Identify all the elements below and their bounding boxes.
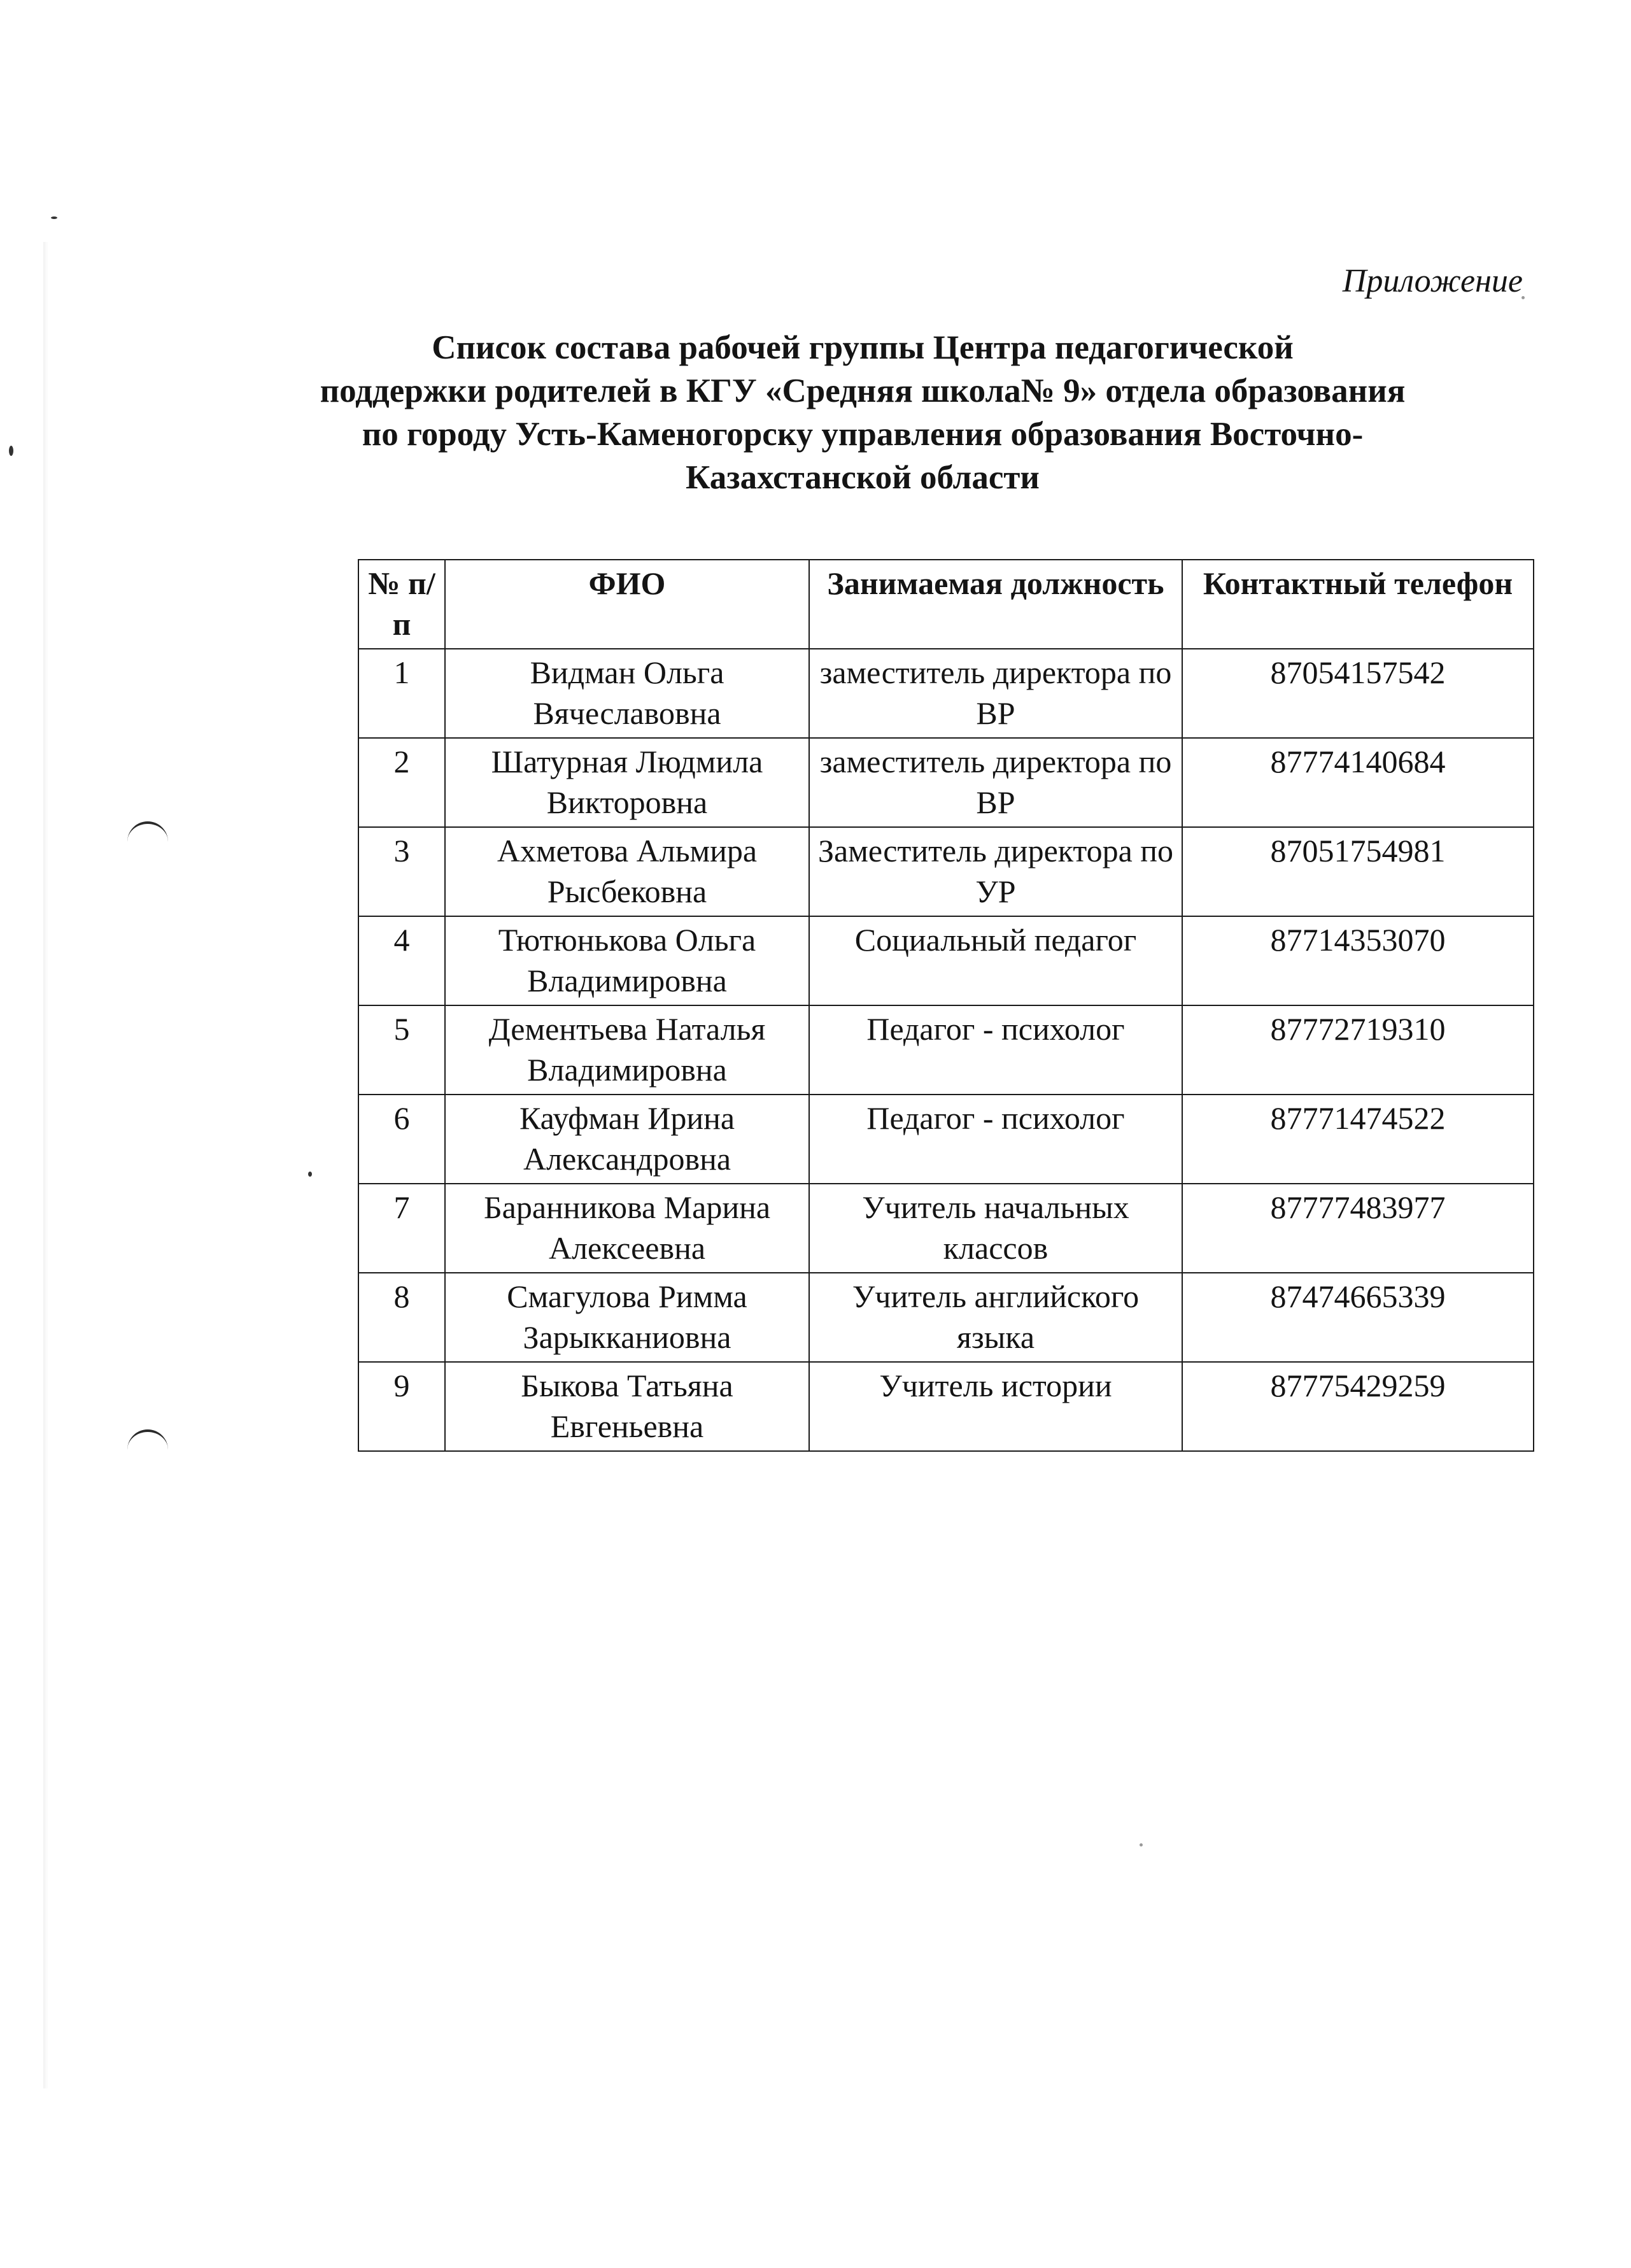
table-row bbox=[358, 1184, 1534, 1273]
table-row bbox=[358, 738, 1534, 827]
row-number: 2 bbox=[358, 738, 445, 827]
table-row bbox=[358, 827, 1534, 916]
table-row bbox=[358, 1273, 1534, 1362]
member-name: Смагулова Римма Зарыкканиовна bbox=[445, 1273, 809, 1362]
title-line: Казахстанской области bbox=[686, 459, 1040, 496]
table-row bbox=[358, 1362, 1534, 1451]
title-line: поддержки родителей в КГУ «Средняя школа№ 9» отдела образования bbox=[320, 372, 1406, 409]
row-number: 9 bbox=[358, 1362, 445, 1451]
member-phone: 87714353070 bbox=[1182, 916, 1534, 1005]
scan-speck bbox=[51, 216, 57, 219]
annex-label: Приложение bbox=[1342, 263, 1523, 299]
row-number: 1 bbox=[358, 649, 445, 738]
title-line: по городу Усть-Каменогорску управления образования Восточно- bbox=[362, 416, 1364, 453]
column-header-position: Занимаемая должность bbox=[809, 560, 1182, 649]
member-phone: 87777483977 bbox=[1182, 1184, 1534, 1273]
member-position: Учитель истории bbox=[809, 1362, 1182, 1451]
member-name: Кауфман Ирина Александровна bbox=[445, 1095, 809, 1184]
member-position: Учитель начальных классов bbox=[809, 1184, 1182, 1273]
member-phone: 87054157542 bbox=[1182, 649, 1534, 738]
document-title bbox=[229, 326, 1496, 499]
working-group-table bbox=[358, 559, 1534, 1452]
member-name: Баранникова Марина Алексеевна bbox=[445, 1184, 809, 1273]
member-position: Педагог - психолог bbox=[809, 1005, 1182, 1095]
member-position: заместитель директора по ВР bbox=[809, 738, 1182, 827]
member-position: Педагог - психолог bbox=[809, 1095, 1182, 1184]
table-header-row bbox=[358, 560, 1534, 649]
punch-hole-mark bbox=[127, 821, 168, 843]
scan-speck bbox=[308, 1172, 312, 1177]
scan-edge-shadow bbox=[43, 242, 48, 2088]
scan-speck bbox=[9, 446, 13, 456]
member-position: Заместитель директора по УР bbox=[809, 827, 1182, 916]
member-name: Видман Ольга Вячеславовна bbox=[445, 649, 809, 738]
column-header-phone: Контактный телефон bbox=[1182, 560, 1534, 649]
member-phone: 87771474522 bbox=[1182, 1095, 1534, 1184]
member-phone: 87474665339 bbox=[1182, 1273, 1534, 1362]
table-row bbox=[358, 1005, 1534, 1095]
member-position: Учитель английского языка bbox=[809, 1273, 1182, 1362]
member-name: Дементьева Наталья Владимировна bbox=[445, 1005, 809, 1095]
row-number: 5 bbox=[358, 1005, 445, 1095]
table-row bbox=[358, 1095, 1534, 1184]
member-name: Ахметова Альмира Рысбековна bbox=[445, 827, 809, 916]
row-number: 8 bbox=[358, 1273, 445, 1362]
member-phone: 87775429259 bbox=[1182, 1362, 1534, 1451]
column-header-number: № п/п bbox=[358, 560, 445, 649]
punch-hole-mark bbox=[127, 1429, 168, 1451]
member-name: Быкова Татьяна Евгеньевна bbox=[445, 1362, 809, 1451]
member-position: заместитель директора по ВР bbox=[809, 649, 1182, 738]
member-position: Социальный педагог bbox=[809, 916, 1182, 1005]
member-phone: 87051754981 bbox=[1182, 827, 1534, 916]
row-number: 6 bbox=[358, 1095, 445, 1184]
scan-speck bbox=[1140, 1843, 1143, 1846]
member-name: Тютюнькова Ольга Владимировна bbox=[445, 916, 809, 1005]
member-phone: 87772719310 bbox=[1182, 1005, 1534, 1095]
table-row bbox=[358, 916, 1534, 1005]
row-number: 4 bbox=[358, 916, 445, 1005]
member-phone: 87774140684 bbox=[1182, 738, 1534, 827]
row-number: 3 bbox=[358, 827, 445, 916]
row-number: 7 bbox=[358, 1184, 445, 1273]
member-name: Шатурная Людмила Викторовна bbox=[445, 738, 809, 827]
title-line: Список состава рабочей группы Центра педагогической bbox=[432, 329, 1294, 366]
column-header-name: ФИО bbox=[445, 560, 809, 649]
table-row bbox=[358, 649, 1534, 738]
